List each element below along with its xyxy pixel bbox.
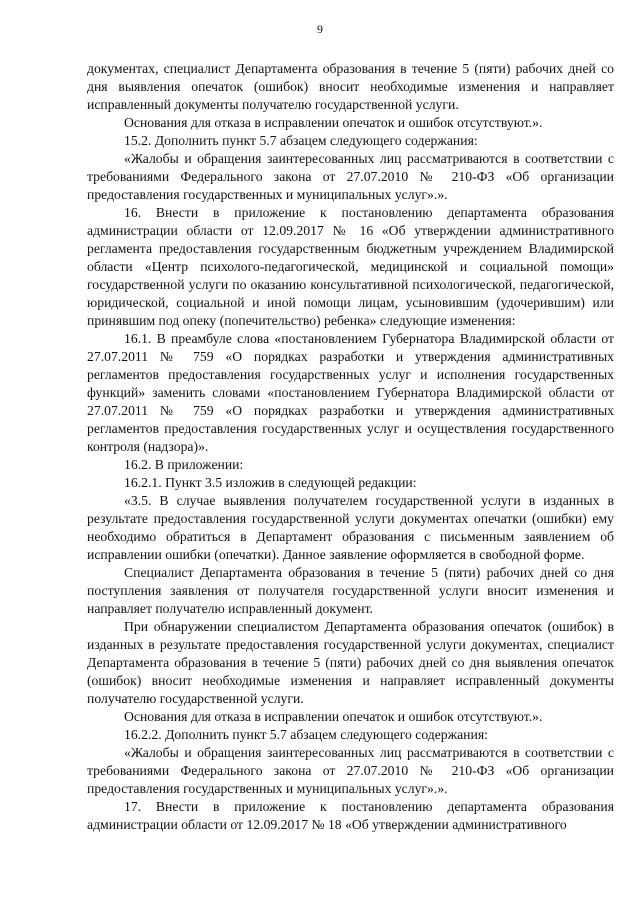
paragraph-item-16-2-1: 16.2.1. Пункт 3.5 изложив в следующей редакции:	[124, 475, 417, 490]
paragraph-item-16-1: 16.1. В преамбуле слова «постановлением Губернатора Владимирской области от 27.07.2011 № 759 «О порядках разработки и утверждения административных регламентов предоставления государственных услуг и исполнения государственных функций» заменить словами «постановлением Губернатора Владимирской области от 27.07.2011 № 759 «О порядках разработки и утверждения административных регламентов предоставления государственных услуг и осуществления государственного контроля (надзора)».	[87, 331, 614, 454]
paragraph-item-16: 16. Внести в приложение к постановлению департамента образования администрации области от 12.09.2017 № 16 «Об утверждении административного регламента предоставления государственным бюджетным учреждением Владимирской области «Центр психолого-педагогической, медицинской и социальной помощи» государственной услуги по оказанию консультативной психологической, педагогической, юридической, социальной и иной помощи лицам, усыновившим (удочерившим) или принявшим под опеку (попечительство) ребенка» следующие изменения:	[87, 205, 614, 328]
paragraph-no-grounds-for-refusal-2: Основания для отказа в исправлении опечаток и ошибок отсутствуют.».	[124, 709, 543, 724]
paragraph-no-grounds-for-refusal: Основания для отказа в исправлении опечаток и ошибок отсутствуют.».	[124, 115, 543, 130]
paragraph-error-detection: При обнаружении специалистом Департамента образования опечаток (ошибок) в изданных в результате предоставления государственной услуги документах, специалист Департамента образования в течение 5 (пяти) рабочих дней со дня выявления опечаток (ошибок) вносит необходимые изменения и направляет исправленный документы получателю государственной услуги.	[87, 619, 614, 706]
paragraph-continuation: документах, специалист Департамента образования в течение 5 (пяти) рабочих дней со дня выявления опечаток (ошибок) вносит необходимые изменения и направляет исправленный документы получателю государственной услуги.	[87, 61, 614, 112]
paragraph-item-17: 17. Внести в приложение к постановлению департамента образования администрации области от 12.09.2017 № 18 «Об утверждении административного	[87, 799, 614, 832]
paragraph-complaints-quote: «Жалобы и обращения заинтересованных лиц рассматриваются в соответствии с требованиями Федерального закона от 27.07.2010 № 210-ФЗ «Об организации предоставления государственных и муниципальных услуг».».	[87, 151, 614, 202]
page-number: 9	[317, 22, 323, 36]
paragraph-specialist-correction: Специалист Департамента образования в течение 5 (пяти) рабочих дней со дня поступления заявления от получателя государственной услуги вносит изменения и направляет получателю исправленный документ.	[87, 565, 614, 616]
paragraph-clause-3-5: «3.5. В случае выявления получателем государственной услуги в изданных в результате предоставления государственной услуги документах опечатки (ошибки) ему необходимо обратиться в Департамент образования с письменным заявлением об исправлении ошибки (опечатки). Данное заявление оформляется в свободной форме.	[87, 493, 614, 562]
paragraph-item-16-2-2: 16.2.2. Дополнить пункт 5.7 абзацем следующего содержания:	[124, 727, 488, 742]
document-body	[87, 60, 614, 834]
paragraph-complaints-quote-2: «Жалобы и обращения заинтересованных лиц рассматриваются в соответствии с требованиями Федерального закона от 27.07.2010 № 210-ФЗ «Об организации предоставления государственных и муниципальных услуг».».	[87, 745, 614, 796]
paragraph-item-15-2: 15.2. Дополнить пункт 5.7 абзацем следующего содержания:	[124, 133, 478, 148]
paragraph-item-16-2: 16.2. В приложении:	[124, 457, 244, 472]
